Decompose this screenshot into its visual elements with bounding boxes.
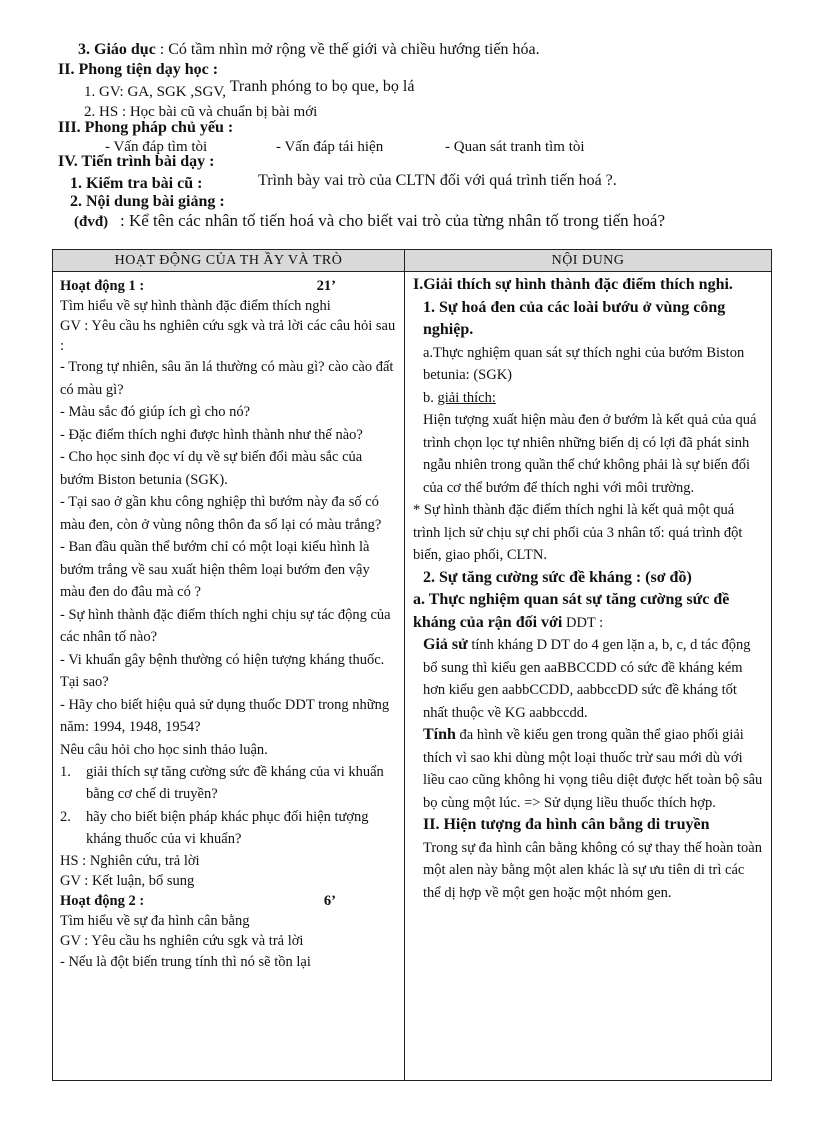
activity-line: - Sự hình thành đặc điểm thích nghi chịu sự tác động của các nhân tố nào? bbox=[60, 606, 391, 645]
education-goal-label: 3. Giáo dục bbox=[78, 41, 156, 58]
method-1: - Vấn đáp tìm tòi bbox=[105, 139, 208, 155]
teacher-materials-text: Tranh phóng to bọ que, bọ lá bbox=[229, 78, 415, 95]
education-goal-line bbox=[78, 41, 540, 59]
content-hypothesis: Giả sử tính kháng D DT do 4 gen lặn a, b, c, d tác động bổ sung thì kiểu gen aaBBCCDD có sức đề kháng kém hơn kiểu gen aabbCCDD, aabbccDD sức đề kháng tốt nhất thuộc về KG aabbccdd. bbox=[423, 636, 751, 721]
content-star-note: * Sự hình thành đặc điểm thích nghi là kết quả một quá trình lịch sử chịu sự chi phối của 3 nhân tố: quá trình đột biến, giao phối, CLTN. bbox=[413, 502, 743, 563]
method-3: - Quan sát tranh tìm tòi bbox=[445, 139, 585, 155]
activity-line: - Vi khuẩn gây bệnh thường có hiện tượng kháng thuốc. Tại sao? bbox=[60, 651, 385, 690]
activity-line: - Đặc điểm thích nghi được hình thành như thế nào? bbox=[60, 426, 363, 443]
teacher-materials-label: 1. GV: GA, SGK ,SGV, bbox=[84, 84, 226, 100]
teacher-action-line: GV : Kết luận, bổ sung bbox=[60, 872, 195, 889]
activity-line: - Màu sắc đó giúp ích gì cho nó? bbox=[60, 404, 251, 420]
content-explanation-heading: b. giải thích: bbox=[423, 389, 496, 406]
activity-line: Tìm hiểu về sự đa hình cân bằng bbox=[60, 912, 250, 929]
activity-line: - Tại sao ở gần khu công nghiệp thì bướm này đa số có màu đen, còn ở vùng nông thôn đa số lại có màu trắng? bbox=[60, 494, 382, 533]
content-experiment-a2: a. Thực nghiệm quan sát sự tăng cường sức đề kháng của rận đối với DDT : bbox=[413, 591, 730, 631]
col-header-content: NỘI DUNG bbox=[405, 250, 772, 272]
experiment-a2-title: a. Thực nghiệm quan sát sự tăng cường sức đề kháng của rận đối với bbox=[413, 591, 730, 631]
method-2: - Vấn đáp tái hiện bbox=[276, 139, 384, 155]
section-3-title: III. Phong pháp chủ yếu : bbox=[58, 119, 234, 136]
document-header bbox=[0, 0, 816, 240]
polymorphism-label: Tính bbox=[423, 726, 456, 743]
activity-line: - Hãy cho biết hiệu quả sử dụng thuốc DDT trong những năm: 1994, 1948, 1954? bbox=[60, 696, 390, 735]
lesson-table bbox=[52, 249, 772, 1081]
activity-2-time: 6’ bbox=[323, 892, 336, 909]
teacher-materials-line bbox=[84, 78, 415, 101]
review-text: Trình bày vai trò của CLTN đối với quá trình tiến hoá ?. bbox=[258, 172, 617, 189]
content-section-2-text: Trong sự đa hình cân bằng không có sự thay thế hoàn toàn một alen này bằng một alen khác là sự ưu tiên di trì các thể dị hợp về một gen hoặc một nhóm gen. bbox=[423, 839, 762, 901]
activity-1-time: 21’ bbox=[316, 278, 336, 294]
activity-2-title bbox=[60, 891, 396, 911]
lesson-content-label: 2. Nội dung bài giảng : bbox=[70, 193, 225, 210]
discussion-question-1: 1. giải thích sự tăng cường sức đề kháng của vi khuẩn bằng cơ chế di truyền? bbox=[60, 763, 384, 802]
hypothesis-label: Giả sử bbox=[423, 636, 468, 653]
section-2-title: II. Phong tiện dạy học : bbox=[58, 61, 219, 78]
activity-line: Nêu câu hỏi cho học sinh thảo luận. bbox=[60, 741, 268, 758]
activity-line: - Cho học sinh đọc ví dụ về sự biến đổi màu sắc của bướm Biston betunia (SGK). bbox=[60, 449, 363, 488]
activity-line: - Trong tự nhiên, sâu ăn lá thường có màu gì? cào cào đất có màu gì? bbox=[60, 359, 394, 398]
activity-1-title bbox=[60, 276, 396, 296]
activity-line: - Nếu là đột biến trung tính thì nó sẽ tồn lại bbox=[60, 953, 311, 970]
content-section-2-title: II. Hiện tượng đa hình cân bằng di truyền bbox=[423, 816, 710, 833]
activity-line: GV : Yêu cầu hs nghiên cứu sgk và trả lời bbox=[60, 932, 304, 949]
content-cell bbox=[405, 272, 772, 1081]
content-polymorphism-note: Tính đa hình về kiểu gen trong quần thể giao phối giải thích vì sao khi dùng một loại thuốc trừ sau mới dù với liều cao cũng không hi vọng tiêu diệt được hết toàn bộ sâu bọ cùng một lúc. => Sử dụng liều thuốc thích hợp. bbox=[423, 726, 763, 811]
section-4-title: IV. Tiến trình bài dạy : bbox=[58, 153, 215, 170]
table-body-row bbox=[53, 272, 772, 1081]
activity-line: Tìm hiểu về sự hình thành đặc điểm thích nghi bbox=[60, 298, 331, 314]
education-goal-text: : Có tầm nhìn mở rộng về thế giới và chiều hướng tiến hóa. bbox=[159, 41, 540, 58]
content-subsection-2-title: 2. Sự tăng cường sức đề kháng : (sơ đồ) bbox=[423, 568, 692, 586]
content-explanation-text: Hiện tượng xuất hiện màu đen ở bướm là kết quả của quá trình chọn lọc tự nhiên những biến dị có lợi đã phát sinh ngẫu nhiên trong quần thể chứ không phải là sự biến đổi của cơ thể bướm để thích nghi với môi trường. bbox=[423, 412, 757, 496]
table-header-row bbox=[53, 250, 772, 272]
student-prep-line: 2. HS : Học bài cũ và chuẩn bị bài mới bbox=[84, 104, 318, 120]
activity-1-label: Hoạt động 1 : bbox=[60, 278, 145, 294]
discussion-question-2: 2. hãy cho biết biện pháp khác phục đối hiện tượng kháng thuốc của vi khuẩn? bbox=[60, 808, 369, 847]
student-action-line: HS : Nghiên cứu, trả lời bbox=[60, 852, 200, 869]
intro-text: : Kể tên các nhân tố tiến hoá và cho biết vai trò của từng nhân tố trong tiến hoá? bbox=[120, 211, 666, 230]
content-experiment-a: a.Thực nghiệm quan sát sự thích nghi của bướm Biston betunia: (SGK) bbox=[423, 344, 745, 383]
content-subsection-1-title: 1. Sự hoá đen của các loài bướu ở vùng công nghiệp. bbox=[423, 298, 726, 338]
col-header-activities: HOẠT ĐỘNG CỦA TH ẦY VÀ TRÒ bbox=[53, 250, 405, 272]
activities-cell bbox=[53, 272, 405, 1081]
intro-label: (đvđ) bbox=[74, 214, 109, 230]
activity-2-label: Hoạt động 2 : bbox=[60, 892, 145, 909]
activity-line: GV : Yêu cầu hs nghiên cứu sgk và trả lời các câu hỏi sau : bbox=[60, 318, 396, 354]
review-label: 1. Kiểm tra bài cũ : bbox=[70, 175, 203, 192]
content-section-1-title: I.Giải thích sự hình thành đặc điểm thích nghi. bbox=[413, 276, 733, 293]
activity-line: - Ban đầu quần thể bướm chỉ có một loại kiểu hình là bướm trắng về sau xuất hiện thêm loại bướm đen vậy màu đen do đâu mà có ? bbox=[60, 539, 370, 600]
explanation-label: giải thích: bbox=[437, 389, 496, 406]
